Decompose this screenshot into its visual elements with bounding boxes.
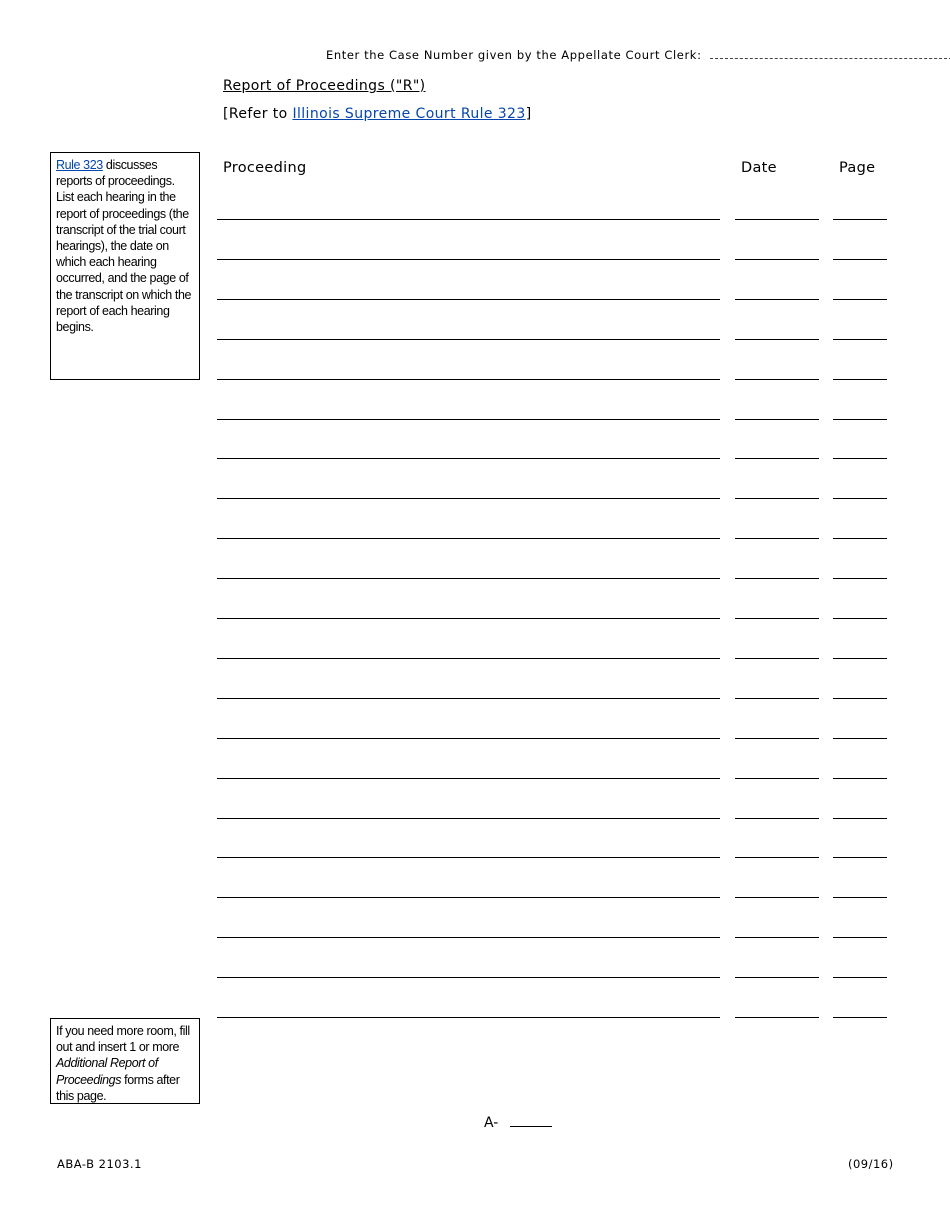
case-number-label: Enter the Case Number given by the Appellate Court Clerk: bbox=[326, 48, 702, 62]
page-field[interactable] bbox=[833, 419, 887, 420]
more-room-text-b: forms after this page. bbox=[56, 1072, 180, 1103]
page-field[interactable] bbox=[833, 778, 887, 779]
page-number bbox=[484, 1112, 552, 1131]
column-header-proceeding: Proceeding bbox=[223, 160, 307, 176]
proceeding-field[interactable] bbox=[217, 498, 720, 499]
page-field[interactable] bbox=[833, 219, 887, 220]
refer-prefix: [Refer to bbox=[223, 106, 293, 122]
page-field[interactable] bbox=[833, 538, 887, 539]
proceeding-field[interactable] bbox=[217, 738, 720, 739]
page-field[interactable] bbox=[833, 937, 887, 938]
case-number-field[interactable] bbox=[710, 47, 950, 59]
proceeding-field[interactable] bbox=[217, 259, 720, 260]
rule-323-link[interactable]: Rule 323 bbox=[56, 158, 103, 172]
page-number-label: A- bbox=[484, 1115, 499, 1131]
form-id: ABA-B 2103.1 bbox=[57, 1157, 142, 1171]
page-field[interactable] bbox=[833, 818, 887, 819]
page-field[interactable] bbox=[833, 897, 887, 898]
date-field[interactable] bbox=[735, 937, 819, 938]
page-field[interactable] bbox=[833, 498, 887, 499]
page-field[interactable] bbox=[833, 977, 887, 978]
page-field[interactable] bbox=[833, 658, 887, 659]
more-room-text-a: If you need more room, fill out and insert 1 or more bbox=[56, 1024, 190, 1055]
more-room-form-name: Additional Report of Proceedings bbox=[56, 1056, 158, 1087]
date-field[interactable] bbox=[735, 1017, 819, 1018]
date-field[interactable] bbox=[735, 618, 819, 619]
date-field[interactable] bbox=[735, 498, 819, 499]
date-field[interactable] bbox=[735, 698, 819, 699]
proceeding-field[interactable] bbox=[217, 618, 720, 619]
form-revision: (09/16) bbox=[848, 1157, 894, 1171]
proceeding-field[interactable] bbox=[217, 818, 720, 819]
page-field[interactable] bbox=[833, 738, 887, 739]
proceeding-field[interactable] bbox=[217, 658, 720, 659]
date-field[interactable] bbox=[735, 857, 819, 858]
case-number-row bbox=[326, 47, 950, 62]
date-field[interactable] bbox=[735, 299, 819, 300]
date-field[interactable] bbox=[735, 818, 819, 819]
proceeding-field[interactable] bbox=[217, 219, 720, 220]
proceeding-field[interactable] bbox=[217, 937, 720, 938]
page-number-field[interactable] bbox=[510, 1112, 552, 1127]
refer-suffix: ] bbox=[525, 106, 532, 122]
supreme-court-rule-link[interactable]: Illinois Supreme Court Rule 323 bbox=[292, 106, 526, 122]
date-field[interactable] bbox=[735, 977, 819, 978]
rule-reference bbox=[223, 106, 532, 122]
column-header-page: Page bbox=[839, 160, 876, 176]
page-title: Report of Proceedings ("R") bbox=[223, 78, 426, 94]
page-field[interactable] bbox=[833, 299, 887, 300]
proceeding-field[interactable] bbox=[217, 698, 720, 699]
date-field[interactable] bbox=[735, 339, 819, 340]
date-field[interactable] bbox=[735, 458, 819, 459]
proceeding-field[interactable] bbox=[217, 578, 720, 579]
proceeding-field[interactable] bbox=[217, 778, 720, 779]
more-room-note bbox=[50, 1018, 200, 1104]
page-field[interactable] bbox=[833, 379, 887, 380]
proceeding-field[interactable] bbox=[217, 379, 720, 380]
proceeding-field[interactable] bbox=[217, 1017, 720, 1018]
page-field[interactable] bbox=[833, 339, 887, 340]
date-field[interactable] bbox=[735, 897, 819, 898]
date-field[interactable] bbox=[735, 219, 819, 220]
instructions-text: discusses reports of proceedings. List each hearing in the report of proceedings (the transcript of the trial court hearings), the date on which each hearing occurred, and the page of the transcript on which the report of each hearing begins. bbox=[56, 158, 192, 335]
date-field[interactable] bbox=[735, 259, 819, 260]
date-field[interactable] bbox=[735, 419, 819, 420]
proceeding-field[interactable] bbox=[217, 419, 720, 420]
instructions-box bbox=[50, 152, 200, 380]
proceeding-field[interactable] bbox=[217, 857, 720, 858]
page-field[interactable] bbox=[833, 259, 887, 260]
page-field[interactable] bbox=[833, 458, 887, 459]
date-field[interactable] bbox=[735, 379, 819, 380]
date-field[interactable] bbox=[735, 658, 819, 659]
date-field[interactable] bbox=[735, 538, 819, 539]
page-field[interactable] bbox=[833, 618, 887, 619]
date-field[interactable] bbox=[735, 578, 819, 579]
date-field[interactable] bbox=[735, 738, 819, 739]
page-field[interactable] bbox=[833, 857, 887, 858]
proceeding-field[interactable] bbox=[217, 458, 720, 459]
page-field[interactable] bbox=[833, 578, 887, 579]
proceeding-field[interactable] bbox=[217, 299, 720, 300]
column-header-date: Date bbox=[741, 160, 777, 176]
proceeding-field[interactable] bbox=[217, 538, 720, 539]
page-field[interactable] bbox=[833, 1017, 887, 1018]
proceeding-field[interactable] bbox=[217, 977, 720, 978]
proceeding-field[interactable] bbox=[217, 897, 720, 898]
date-field[interactable] bbox=[735, 778, 819, 779]
page-field[interactable] bbox=[833, 698, 887, 699]
proceeding-field[interactable] bbox=[217, 339, 720, 340]
